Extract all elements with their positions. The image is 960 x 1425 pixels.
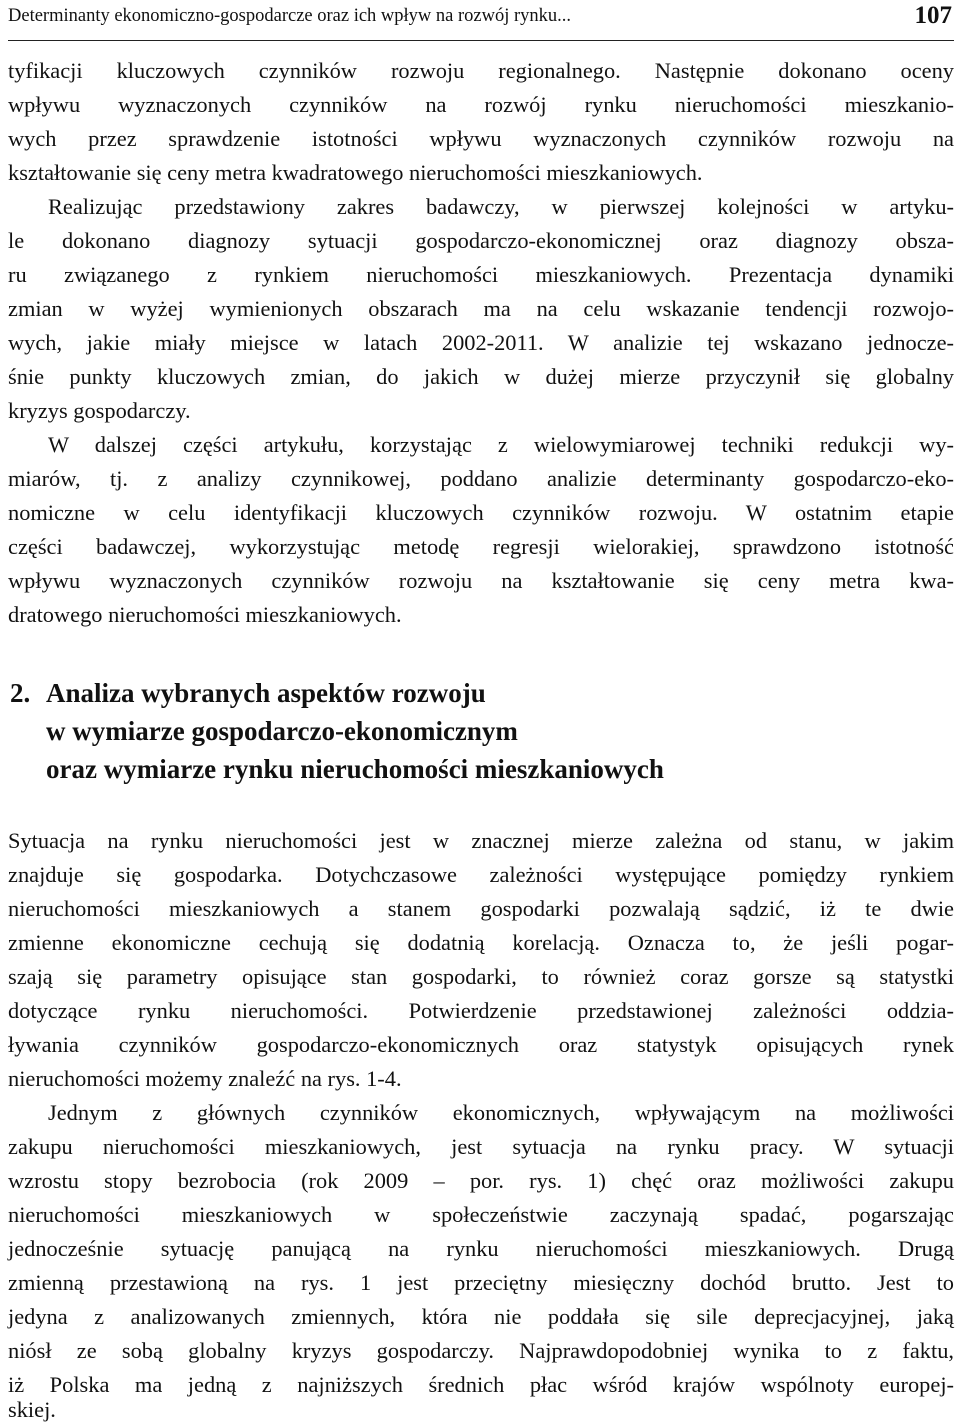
text-line: dratowego nieruchomości mieszkaniowych. [8,602,402,627]
text-line: jednocześnie sytuację panującą na rynku nieruchomości mieszkaniowych. Drugą [8,1236,954,1261]
text-line: iż Polska ma jedną z najniższych średnich płac wśród krajów wspólnoty europej- [8,1372,954,1397]
text-line: wpływu wyznaczonych czynników rozwoju na kształtowanie się ceny metra kwa- [8,568,954,593]
text-line: nieruchomości mieszkaniowych a stanem gospodarki pozwalają sądzić, iż te dwie [8,896,954,921]
text-line: wzrostu stopy bezrobocia (rok 2009 – por. rys. 1) chęć oraz możliwości zakupu [8,1168,954,1193]
text-line: Jednym z głównych czynników ekonomicznych, wpływającym na możliwości [48,1100,954,1125]
text-line: zmian w wyżej wymienionych obszarach ma na celu wskazanie tendencji rozwojo- [8,296,954,321]
text-line: nomiczne w celu identyfikacji kluczowych czynników rozwoju. W ostatnim etapie [8,500,954,525]
section-title-line: Analiza wybranych aspektów rozwoju [46,678,486,708]
text-line: dotyczące rynku nieruchomości. Potwierdzenie przedstawionej zależności oddzia- [8,998,954,1023]
text-line: wpływu wyznaczonych czynników na rozwój rynku nieruchomości mieszkanio- [8,92,954,117]
text-line: niósł ze sobą globalny kryzys gospodarczy. Najprawdopodobniej wynika to z faktu, [8,1338,954,1363]
page-header [8,0,954,41]
text-line: wych przez sprawdzenie istotności wpływu wyznaczonych czynników rozwoju na [8,126,954,151]
text-line: ływania czynników gospodarczo-ekonomicznych oraz statystyk opisujących rynek [8,1032,954,1057]
text-line: wych, jakie miały miejsce w latach 2002-2011. W analizie tej wskazano jednocze- [8,330,954,355]
text-line: Sytuacja na rynku nieruchomości jest w znacznej mierze zależna od stanu, w jakim [8,828,954,853]
text-line: kryzys gospodarczy. [8,398,191,423]
section-title-line: w wymiarze gospodarczo-ekonomicznym [46,716,518,746]
text-line: zakupu nieruchomości mieszkaniowych, jest sytuacja na rynku pracy. W sytuacji [8,1134,954,1159]
text-line: części badawczej, wykorzystując metodę regresji wielorakiej, sprawdzono istotność [8,534,954,559]
text-line: ru związanego z rynkiem nieruchomości mieszkaniowych. Prezentacja dynamiki [8,262,954,287]
text-line: Realizując przedstawiony zakres badawczy, w pierwszej kolejności w artyku- [48,194,954,219]
text-line: W dalszej części artykułu, korzystając z wielowymiarowej techniki redukcji wy- [48,432,954,457]
text-line: śnie punkty kluczowych zmian, do jakich w dużej mierze przyczynił się globalny [8,364,954,389]
text-line: le dokonano diagnozy sytuacji gospodarczo-ekonomicznej oraz diagnozy obsza- [8,228,954,253]
text-line: skiej. [8,1397,56,1422]
text-line: tyfikacji kluczowych czynników rozwoju regionalnego. Następnie dokonano oceny [8,58,954,83]
text-line: nieruchomości mieszkaniowych w społeczeństwie zaczynają spadać, pogarszając [8,1202,954,1227]
text-line: szają się parametry opisujące stan gospodarki, to również coraz gorsze są statystki [8,964,954,989]
section-title-line: oraz wymiarze rynku nieruchomości mieszkaniowych [46,754,664,784]
text-line: miarów, tj. z analizy czynnikowej, poddano analizie determinanty gospodarczo-eko- [8,466,954,491]
running-title: Determinanty ekonomiczno-gospodarcze oraz ich wpływ na rozwój rynku... [8,6,572,26]
text-line: nieruchomości możemy znaleźć na rys. 1-4. [8,1066,402,1091]
text-line: kształtowanie się ceny metra kwadratowego nieruchomości mieszkaniowych. [8,160,703,185]
page-number: 107 [914,2,952,29]
text-line: znajduje się gospodarka. Dotychczasowe zależności występujące pomiędzy rynkiem [8,862,954,887]
text-line: jedyna z analizowanych zmiennych, która nie poddała się sile deprecjacyjnej, jaką [8,1304,954,1329]
section-number: 2. [10,678,31,708]
text-line: zmienną przestawioną na rys. 1 jest przeciętny miesięczny dochód brutto. Jest to [8,1270,954,1295]
text-line: zmienne ekonomiczne cechują się dodatnią korelacją. Oznacza to, że jeśli pogar- [8,930,954,955]
